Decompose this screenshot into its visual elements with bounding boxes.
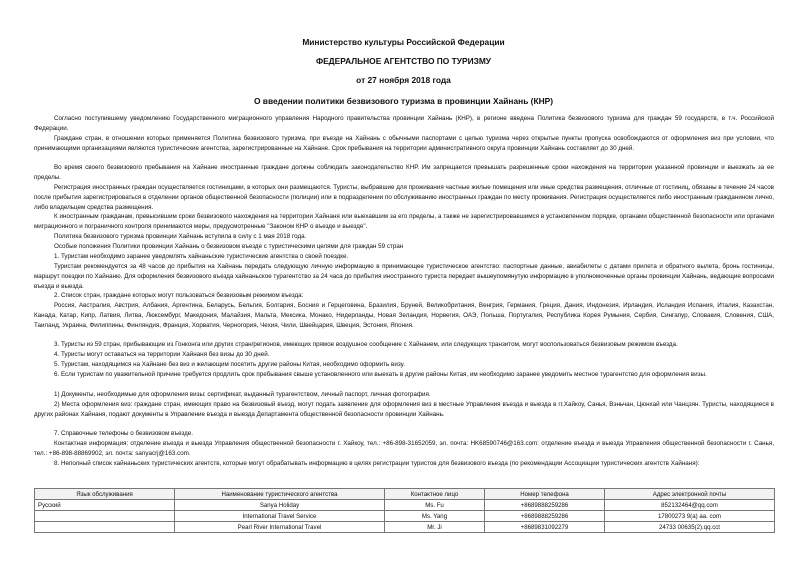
paragraph-item-6-documents: 1) Документы, необходимые для оформления визы: сертификат, выданный турагентством, личный паспорт, личная фотография. (54, 391, 431, 398)
cell-agency: Pearl River International Travel (175, 522, 385, 533)
column-header-phone: Номер телефона (485, 489, 605, 500)
paragraph-violations: К иностранным гражданам, превысившим сроки безвизового нахождения на территории Хайнаня или выехавшим за его пределы, а также не зарегистрировавшимся в установленном порядке, органами общественной безопасности или органами миграционного и пограничного контроля принимаются меры, предусмотренные "Законом КНР о въезде и выезде". (34, 213, 774, 230)
cell-email: 17800273 9(a) aa. com (605, 511, 775, 522)
table-header-row (35, 489, 775, 500)
cell-phone: +8689888259286 (485, 511, 605, 522)
cell-phone: +8689888259286 (485, 500, 605, 511)
table-row (35, 500, 775, 511)
paragraph-item-1-details: Туристам рекомендуется за 48 часов до прибытия на Хайнань передать следующую личную информацию в принимающее туристическое агентство: паспортные данные, авиабилеты с датами прилета и обратного вылета, бронь гостиницы, маршрут поездки по Хайнаню. Для оформления безвизового въезда хайнаньское турагентство за 24 часа до прибытия иностранного туриста передает вышеупомянутую информацию в уполномоченные органы провинции Хайнань, ведающие вопросами въезда и выезда. (34, 263, 774, 290)
cell-phone: +8689831092279 (485, 522, 605, 533)
cell-agency: Sanya Holiday (175, 500, 385, 511)
column-header-language: Язык обслуживания (35, 489, 175, 500)
paragraph-item-4: 4. Туристы могут оставаться на территории Хайнаня без визы до 30 дней. (54, 351, 270, 358)
cell-agency: International Travel Service (175, 511, 385, 522)
paragraph-item-5: 5. Туристам, находящимся на Хайнане без виз и желающим посетить другие районы Китая, необходимо оформить визу. (54, 361, 405, 368)
column-header-email: Адрес электронной почты (605, 489, 775, 500)
cell-email: 24733 00635(2).qq.cct (605, 522, 775, 533)
paragraph-registration: Регистрация иностранных граждан осуществляется гостиницами, в которых они размещаются. Туристы, выбравшие для проживания частные жилые помещения или иные средства размещения, отличные от гостиниц, обязаны в течение 24 часов после прибытия зарегистрироваться в отделении органов общественной безопасности (полиции) или в подразделении по обслуживанию иностранных граждан по месту проживания. Регистрация осуществляется либо иностранным гражданином лично, либо владельцем средства размещения. (34, 184, 774, 211)
paragraph-special-provisions: Особые положения Политики провинции Хайнань о безвизовом въезде с туристическими целями для граждан 59 стран (54, 243, 404, 250)
paragraph-country-list: Россия, Австралия, Австрия, Албания, Аргентина, Беларусь, Бельгия, Болгария, Босния и Герцеговина, Бразилия, Бруней, Великобритания, Венгрия, Германия, Греция, Дания, Индонезия, Ирландия, Исландия Испания, Италия, Казахстан, Канада, Катар, Кипр, Латвия, Литва, Люксембург, Македония, Малайзия, Мальта, Мексика, Монако, Нидерланды, Новая Зеландия, Норвегия, ОАЭ, Польша, Португалия, Республика Корея Румыния, Сербия, Сингапур, Словакия, Словения, США, Таиланд, Украина, Филиппины, Финляндия, Франция, Хорватия, Черногория, Чехия, Чили, Швейцария, Швеция, Эстония, Япония. (34, 302, 774, 329)
cell-contact: Ms. Yang (385, 511, 485, 522)
cell-contact: Ms. Fu (385, 500, 485, 511)
paragraph-intro: Согласно поступившему уведомлению Государственного миграционного управления Народного правительства провинции Хайнань (КНР), в регионе введена Политика безвизового туризма для граждан 59 государств, в т.ч. Российской Федерации. (34, 115, 774, 132)
paragraph-item-6-places: 2) Места оформления виз: граждане стран, имеющих право на безвизовый въезд, могут подать заявление для оформления виз в местные Управления въезда и выезда в гг.Хайкоу, Санья, Вэньчан, Цюнхай или Чанцзян. Туристы, находящиеся в других районах Хайнаня, подают документы в Управление въезда и выезда Департамента общественной безопасности провинции Хайнань. (34, 401, 774, 418)
paragraph-item-1: 1. Туристам необходимо заранее уведомлять хайнаньские туристические агентства о своей поездке. (54, 253, 349, 260)
paragraph-item-3: 3. Туристы из 59 стран, прибывающие из Гонконга или других стран/регионов, имеющих прямое воздушное сообщение с Хайнанем, или следующих транзитом, могут воспользоваться безвизовым режимом въезда. (54, 341, 678, 348)
document-date: от 27 ноября 2018 года (356, 75, 451, 85)
paragraph-obligations: Во время своего безвизового пребывания на Хайнане иностранные граждане должны соблюдать законодательство КНР. Им запрещается превышать разрешенные сроки нахождения на территории указанной провинции и выезжать за ее пределы. (34, 164, 774, 181)
column-header-agency: Наименование туристического агентства (175, 489, 385, 500)
cell-language (35, 511, 175, 522)
document-title: О введении политики безвизового туризма в провинции Хайнань (КНР) (253, 96, 554, 106)
cell-language: Русский (35, 500, 175, 511)
paragraph-item-2: 2. Список стран, граждане которых могут пользоваться безвизовым режимом въезда: (54, 292, 304, 299)
table-row (35, 522, 775, 533)
travel-agencies-table (34, 488, 775, 533)
paragraph-contacts: Контактная информация: отделение въезда и выезда Управления общественной безопасности г. Хайкоу, тел.: +86-898-31652059, эл. почта: HK68590746@163.com: отделение въезда и выезда Управления общественной безопасности г. Санья, тел.: +86-898-88869902, эл. почта: sanyacrj@163.com. (34, 440, 774, 457)
paragraph-item-6: 6. Если туристам по уважительной причине требуется продлить срок пребывания свыше установленного или выехать в другие районы Китая, им необходимо заранее уведомить местное турагентство для оформления визы. (54, 371, 707, 378)
table-row (35, 511, 775, 522)
agency-heading: ФЕДЕРАЛЬНОЕ АГЕНТСТВО ПО ТУРИЗМУ (315, 56, 492, 66)
paragraph-effective-date: Политика безвизового туризма провинции Хайнань вступила в силу с 1 мая 2018 года. (54, 233, 307, 240)
cell-email: 852132464@qq.com (605, 500, 775, 511)
paragraph-item-8: 8. Неполный список хайнаньских туристических агентств, которые могут обрабатывать информацию в целях регистрации туристов для безвизового въезда (по рекомендации Ассоциации туристических агентств Хайнаня): (54, 460, 700, 467)
column-header-contact: Контактное лицо (385, 489, 485, 500)
ministry-heading: Министерство культуры Российской Федерации (302, 37, 505, 47)
paragraph-visa-exemption: Граждане стран, в отношении которых применяется Политика безвизового туризма, при въезде на Хайнань с обычными паспортами с целью туризма через открытые пункты пропуска освобождаются от оформления виз при условии, что принимающими организациями являются туристические агентства, зарегистрированные на Хайнане. Срок пребывания на территории административного округа провинции Хайнань составляет до 30 дней. (34, 135, 774, 152)
cell-language (35, 522, 175, 533)
paragraph-item-7: 7. Справочные телефоны о безвизовом въезде. (54, 430, 193, 437)
cell-contact: Mr. Ji (385, 522, 485, 533)
